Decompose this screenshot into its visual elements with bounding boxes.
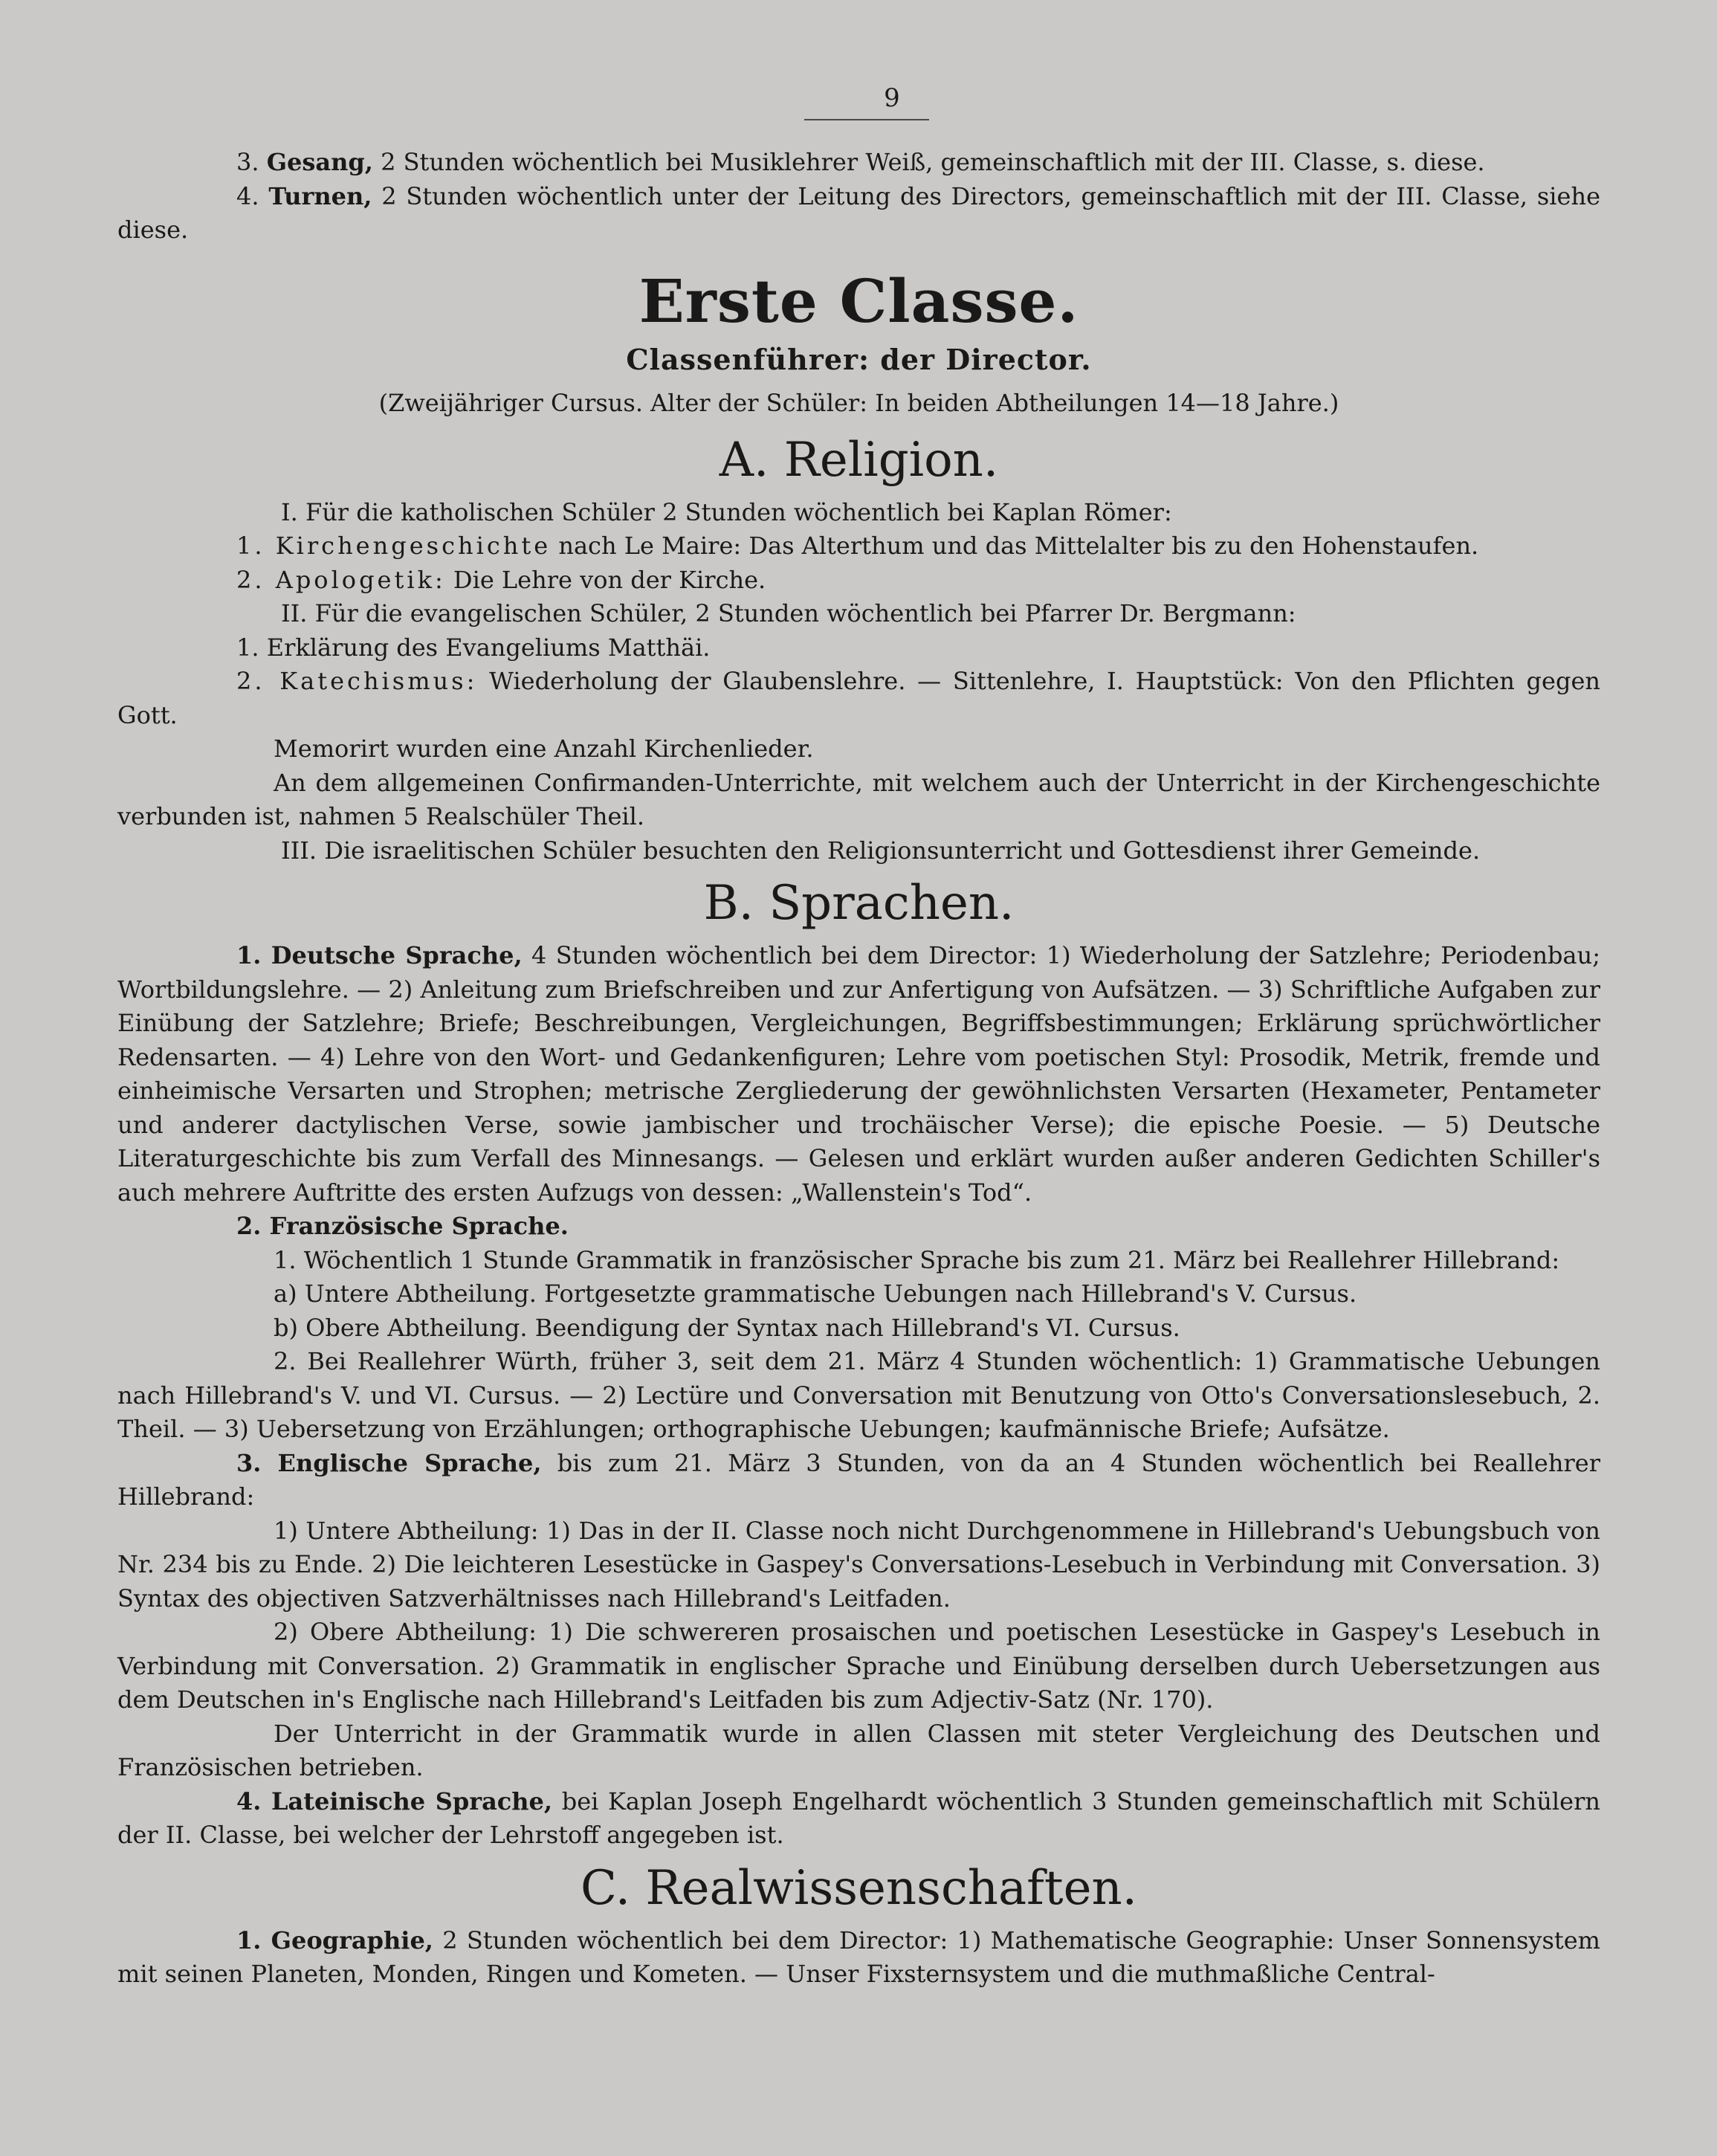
gesang-text: 2 Stunden wöchentlich bei Musiklehrer Weiß, gemeinschaftlich mit der III. Classe, s. diese. [381,148,1485,176]
religion-evangelical-item-2 [117,665,1600,732]
katechismus-label: 2. Katechismus: [236,667,478,695]
latein-text: bei Kaplan Joseph Engelhardt wöchentlich 3 Stunden gemeinschaftlich mit Schülern der II. Classe, bei welcher der Lehrstoff angegeben ist. [117,1787,1601,1849]
religion-catholic-item-1 [117,529,1600,564]
latein-paragraph [117,1785,1600,1853]
apologetik-label: 2. Apologetik: [236,565,446,594]
geo-title: 1. Geographie, [236,1926,433,1955]
religion-confirmation: An dem allgemeinen Confirmanden-Unterrichte, mit welchem auch der Unterricht in der Kirchengeschichte verbunden ist, nahmen 5 Realschüler Theil. [117,768,1600,830]
engl-item-1: 1) Untere Abtheilung: 1) Das in der II. Classe noch nicht Durchgenommene in Hillebrand's Uebungsbuch von Nr. 234 bis zu Ende. 2) Die leichteren Lesestücke in Gaspey's Conversations-Lesebuch in Verbindung mit Conversation. 3) Syntax des objectiven Satzverhältnisses nach Hillebrand's Leitfaden. [117,1516,1600,1613]
class-title: Erste Classe. [638,265,1079,336]
engl-note: Der Unterricht in der Grammatik wurde in allen Classen mit steter Vergleichung des Deutschen und Französischen betrieben. [117,1719,1600,1781]
latein-title: 4. Lateinische Sprache, [236,1787,553,1816]
turnen-num: 4. [236,181,259,210]
gesang-num: 3. [236,148,259,176]
engl-item-2: 2) Obere Abtheilung: 1) Die schwereren prosaischen und poetischen Lesestücke in Gaspey's Lesebuch in Verbindung mit Conversation. 2) Grammatik in englischer Sprache und Einübung derselben durch Uebersetzungen aus dem Deutschen in's Englische nach Hillebrand's Leitfaden bis zum Adjectiv-Satz (Nr. 170). [117,1618,1600,1714]
class-leader: Classenführer: der Director. [626,342,1092,376]
religion-catholic-item-2 [117,564,1600,598]
deutsch-text: 4 Stunden wöchentlich bei dem Director: 1) Wiederholung der Satzlehre; Periodenbau; Wortbildungslehre. — 2) Anleitung zum Briefschreiben und zur Anfertigung von Aufsätzen. — 3) Schriftliche Aufgaben zur Einübung der Satzlehre; Briefe; Beschreibungen, Vergleichungen, Begriffsbestimmungen; Erklärung sprüchwörtlicher Redensarten. — 4) Lehre von den Wort- und Gedankenfiguren; Lehre vom poetischen Styl: Prosodik, Metrik, fremde und einheimische Versarten und Strophen; metrische Zergliederung der gewöhnlichsten Versarten (Hexameter, Pentameter und anderer dactylischen Verse, sowie jambischer und trochäischer Verse); die epische Poesie. — 5) Deutsche Literaturgeschichte bis zum Verfall des Minnesangs. — Gelesen und erklärt wurden außer anderen Gedichten Schiller's auch mehrere Auftritte des ersten Aufzugs von dessen: „Wallenstein's Tod“. [117,941,1600,1207]
section-heading-religion: A. Religion. [719,432,999,488]
franz-item-2: 2. Bei Reallehrer Würth, früher 3, seit dem 21. März 4 Stunden wöchentlich: 1) Grammatische Uebungen nach Hillebrand's V. und VI. Cursus. — 2) Lectüre und Conversation mit Benutzung von Otto's Conversationslesebuch, 2. Theil. — 3) Uebersetzung von Erzählungen; orthographische Uebungen; kaufmännische Briefe; Aufsätze. [117,1347,1600,1443]
franz-item-1: 1. Wöchentlich 1 Stunde Grammatik in französischer Sprache bis zum 21. März bei Reallehrer Hillebrand: [274,1245,1560,1274]
katechismus-text: Wiederholung der Glaubenslehre. — Sittenlehre, I. Hauptstück: Von den Pflichten gegen Gott. [117,667,1601,729]
engl-title: 3. Englische Sprache, [236,1448,542,1477]
gesang-title: Gesang, [266,148,373,176]
apologetik-text: Die Lehre von der Kirche. [453,565,766,594]
geo-paragraph [117,1924,1600,1992]
religion-catholic: I. Für die katholischen Schüler 2 Stunden wöchentlich bei Kaplan Römer: [281,497,1172,526]
franz-item-a: a) Untere Abtheilung. Fortgesetzte grammatische Uebungen nach Hillebrand's V. Cursus. [274,1279,1357,1308]
section-heading-sprachen: B. Sprachen. [703,876,1015,931]
religion-israelite: III. Die israelitischen Schüler besuchten den Religionsunterricht und Gottesdienst ihrer Gemeinde. [281,836,1481,865]
religion-memorirt: Memorirt wurden eine Anzahl Kirchenlieder. [274,735,814,763]
kirchengeschichte-text: nach Le Maire: Das Alterthum und das Mittelalter bis zu den Hohenstaufen. [558,532,1479,560]
engl-text: bis zum 21. März 3 Stunden, von da an 4 Stunden wöchentlich bei Reallehrer Hillebrand: [117,1448,1601,1511]
turnen-title: Turnen, [268,181,372,210]
religion-evangelical-item-1: 1. Erklärung des Evangeliums Matthäi. [236,633,711,662]
deutsch-title: 1. Deutsche Sprache, [236,941,523,969]
franz-item-b: b) Obere Abtheilung. Beendigung der Syntax nach Hillebrand's VI. Cursus. [274,1313,1180,1342]
page-body [117,146,1600,1992]
turnen-paragraph [117,180,1600,248]
geo-text: 2 Stunden wöchentlich bei dem Director: 1) Mathematische Geographie: Unser Sonnensystem mit seinen Planeten, Monden, Ringen und Kometen. — Unser Fixsternsystem und die muthmaßliche Central- [117,1926,1601,1988]
engl-paragraph [117,1447,1600,1514]
section-heading-realwissenschaften: C. Realwissenschaften. [581,1860,1137,1916]
deutsch-paragraph [117,939,1600,1210]
page-number-rule [804,119,929,120]
turnen-text: 2 Stunden wöchentlich unter der Leitung des Directors, gemeinschaftlich mit der III. Classe, siehe diese. [117,181,1601,244]
kirchengeschichte-label: 1. Kirchengeschichte [236,532,552,560]
course-info: (Zweijähriger Cursus. Alter der Schüler: In beiden Abtheilungen 14—18 Jahre.) [378,388,1339,417]
gesang-paragraph [117,146,1600,180]
page-number: 9 [884,83,900,113]
religion-evangelical: II. Für die evangelischen Schüler, 2 Stunden wöchentlich bei Pfarrer Dr. Bergmann: [281,599,1296,627]
franz-title: 2. Französische Sprache. [236,1212,569,1240]
